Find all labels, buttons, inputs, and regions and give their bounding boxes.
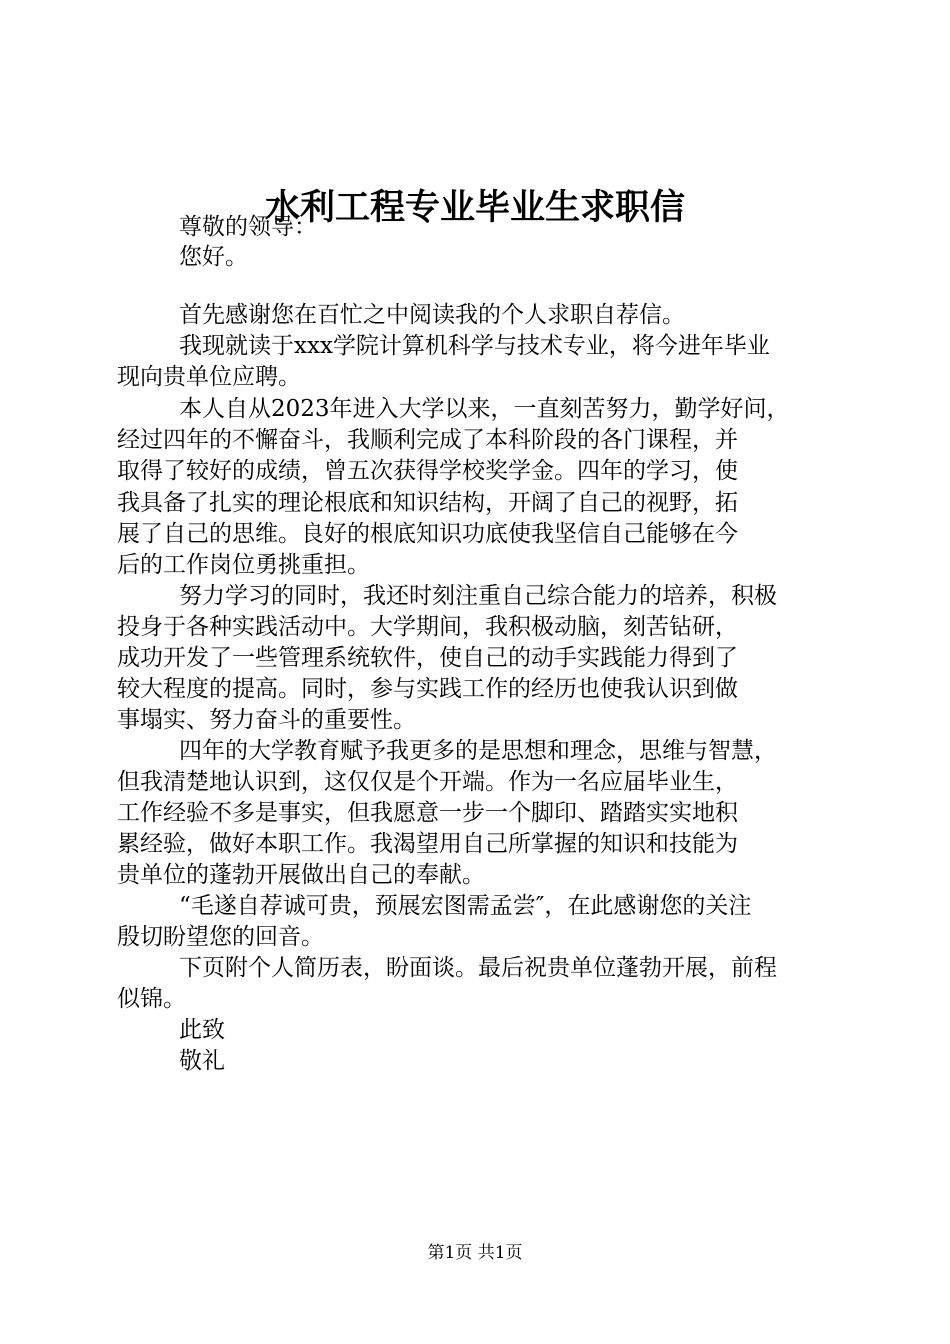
document-title: 水利工程专业毕业生求职信 (264, 188, 685, 228)
text-line: 此致 (179, 1017, 225, 1043)
text-line: 努力学习的同时，我还时刻注重自己综合能力的培养，积极 (179, 583, 777, 609)
text-line: 但我清楚地认识到，这仅仅是个开端。作为一名应届毕业生， (117, 769, 738, 795)
text-line: 尊敬的领导： (179, 214, 317, 240)
text-line: 首先感谢您在百忙之中阅读我的个人求职自荐信。 (179, 302, 685, 328)
text-line: 成功开发了一些管理系统软件，使自己的动手实践能力得到了 (117, 645, 738, 671)
text-line: 我具备了扎实的理论根底和知识结构，开阔了自己的视野，拓 (117, 490, 738, 516)
text-line: 四年的大学教育赋予我更多的是思想和理念，思维与智慧， (179, 738, 777, 764)
text-line: 取得了较好的成绩，曾五次获得学校奖学金。四年的学习，使 (117, 458, 738, 484)
text-line: 您好。 (179, 244, 248, 270)
text-line: 本人自从2023年进入大学以来，一直刻苦努力，勤学好问， (179, 396, 790, 422)
text-line: 下页附个人简历表，盼面谈。最后祝贵单位蓬勃开展，前程 (179, 955, 777, 981)
text-line: 工作经验不多是事实，但我愿意一步一个脚印、踏踏实实地积 (117, 800, 738, 826)
text-line: 似锦。 (117, 986, 186, 1012)
text-line: 后的工作岗位勇挑重担。 (117, 552, 370, 578)
text-line: 投身于各种实践活动中。大学期间，我积极动脑，刻苦钻研， (117, 614, 738, 640)
text-line: 贵单位的蓬勃开展做出自己的奉献。 (117, 862, 485, 888)
text-line: 敬礼 (179, 1048, 225, 1074)
text-line: 现向贵单位应聘。 (117, 364, 301, 390)
text-line: 事塌实、努力奋斗的重要性。 (117, 707, 416, 733)
text-line: 累经验，做好本职工作。我渴望用自己所掌握的知识和技能为 (117, 831, 738, 857)
text-line: 经过四年的不懈奋斗，我顺利完成了本科阶段的各门课程，并 (117, 427, 738, 453)
text-line: “毛遂自荐诚可贵，预展宏图需孟尝″，在此感谢您的关注 (179, 893, 752, 919)
text-line: 展了自己的思维。良好的根底知识功底使我坚信自己能够在今 (117, 521, 738, 547)
text-line: 殷切盼望您的回音。 (117, 924, 324, 950)
text-line: 较大程度的提高。同时，参与实践工作的经历也使我认识到做 (117, 676, 738, 702)
page-number: 第1页 共1页 (427, 1243, 523, 1263)
text-line: 我现就读于xxx学院计算机科学与技术专业，将今进年毕业 (179, 333, 770, 359)
